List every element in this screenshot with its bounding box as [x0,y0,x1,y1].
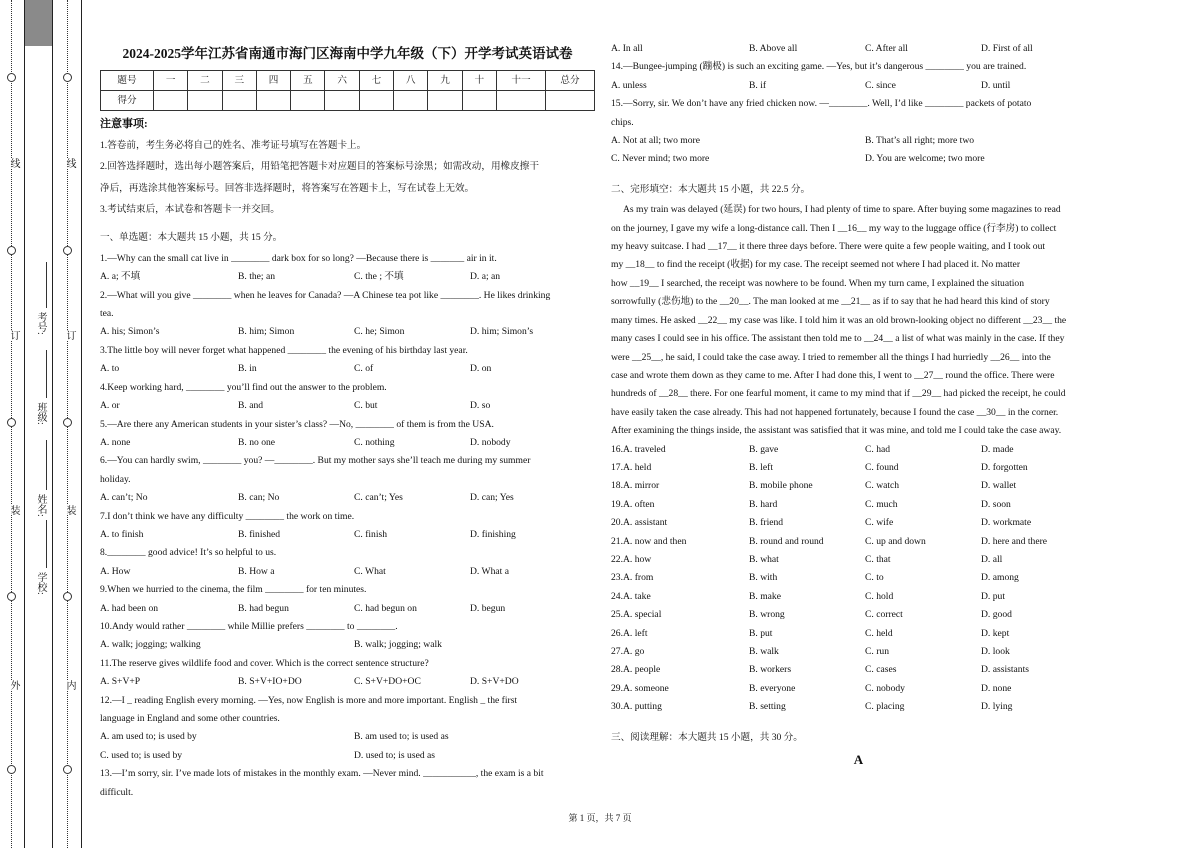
options-15a [611,132,1106,150]
options-13 [611,40,1106,58]
question-1: 1.—Why can the small cat live in ________ dark box for so long? —Because there is _______ air in it. [100,252,497,264]
option: B. with [749,572,778,584]
score-blank-cell [359,91,393,111]
question-5: 5.—Are there any American students in your sister’s class? —No, ________ of them is from the USA. [100,418,494,430]
cloze-options [611,441,1106,717]
score-blank-cell [291,91,325,111]
cloze-line: many times. He asked __22__ my case was like. I told him it was an old brown-looking object no different __23__ the [611,314,1067,326]
option: C. had [865,443,891,455]
option: B. no one [238,436,276,448]
option: D. a; an [470,271,501,283]
options-4 [100,397,595,415]
option: D. You are welcome; two more [865,153,985,165]
option: A. can’t; No [100,492,148,504]
option: C. can’t; Yes [354,492,403,504]
option: C. After all [865,43,908,54]
option: D. none [981,682,1012,694]
cloze-line: After examining the things inside, the assistant was satisfied that it was mine, and told me I could take the case away. [611,425,1062,437]
option: D. good [981,609,1012,621]
option: 16.A. traveled [611,443,666,455]
option: D. wallet [981,480,1017,492]
cloze-line: sorrowfully (悲伤地) to the __20__. The man looked at me __21__ as if to say that he had heard this kind of story [611,296,1050,308]
margin-circle [7,246,16,255]
question-6-cont: holiday. [100,473,131,485]
option: C. What [354,565,386,577]
score-blank-cell [154,91,188,111]
margin-circle [63,765,72,774]
question-8: 8.________ good advice! It’s so helpful to us. [100,547,277,559]
class-field-label: 班级: [35,402,46,425]
option: C. much [865,498,898,510]
option: B. mobile phone [749,480,813,492]
cloze-option-row [611,551,1106,569]
reading-part-label: A [853,752,864,768]
question-15: 15.—Sorry, sir. We don’t have any fried chicken now. —________. Well, I’d like ________ packets of potato [611,98,1032,110]
score-blank-cell [546,91,595,111]
margin-circle [63,592,72,601]
score-cell: 三 [222,71,256,91]
option: D. made [981,443,1014,455]
binding-margin [0,0,82,848]
option: B. wrong [749,609,785,621]
outer-label-wai: 外 [8,680,19,690]
options-9 [100,600,595,618]
inner-label-ding: 订 [64,330,75,340]
option: B. what [749,553,779,565]
option: B. round and round [749,535,824,547]
option: C. wife [865,517,894,529]
option: A. How [100,565,131,577]
option: B. had begun [238,602,289,614]
score-blank-cell [462,91,496,111]
question-3: 3.The little boy will never forget what happened ________ the evening of his birthday last year. [100,344,468,356]
option: D. What a [470,565,509,577]
question-9: 9.When we hurried to the cinema, the film ________ for ten minutes. [100,584,367,596]
option: D. among [981,572,1019,584]
options-1 [100,268,595,286]
options-2 [100,323,595,341]
option: D. soon [981,498,1011,510]
option: A. S+V+P [100,676,141,688]
option: 22.A. how [611,553,652,565]
option: D. begun [470,602,506,614]
question-10: 10.Andy would rather ________ while Millie prefers ________ to ________. [100,620,398,632]
option: C. held [865,627,893,639]
option: 28.A. people [611,664,661,676]
option: A. am used to; is used by [100,731,197,743]
question-13: 13.—I’m sorry, sir. I’ve made lots of mistakes in the monthly exam. —Never mind. ___________, the exam is a bit [100,768,544,780]
school-field-line [46,520,47,568]
school-field-label: 学校: [35,572,46,595]
cloze-option-row [611,459,1106,477]
question-15-cont: chips. [611,116,634,128]
option: C. finish [354,528,388,540]
option: B. How a [238,565,275,577]
option: B. friend [749,517,784,529]
options-5 [100,434,595,452]
score-table [100,70,595,111]
inner-label-xian: 线 [64,158,75,168]
cloze-passage [611,201,1106,440]
right-column [611,40,1106,769]
notice-item: 净后，再选涂其他答案标号。回答非选择题时，将答案写在答题卡上，写在试卷上无效。 [100,182,475,194]
option: 29.A. someone [611,682,669,694]
cloze-line: my heavy suitcase. I had __17__ it there three days before. There were quite a few people waiting, and I took out [611,241,1046,253]
option: B. hard [749,498,778,510]
notice-item: 1.答卷前，考生务必将自己的姓名、准考证号填写在答题卡上。 [100,139,367,151]
option: 20.A. assistant [611,517,668,529]
option: D. here and there [981,535,1048,547]
option: B. S+V+IO+DO [238,676,302,688]
option: A. to [100,363,120,375]
page-footer: 第 1 页，共 7 页 [568,813,632,823]
option: B. finished [238,528,281,540]
question-12: 12.—I _ reading English every morning. —Yes, now English is more and more important. English _ the first [100,694,518,706]
option: B. gave [749,443,779,455]
option: D. finishing [470,528,516,540]
option: C. of [354,363,374,375]
option: C. run [865,646,889,657]
option: D. on [470,363,492,375]
option: A. none [100,436,131,448]
question-11: 11.The reserve gives wildlife food and cover. Which is the correct sentence structure? [100,657,429,669]
option: 19.A. often [611,498,655,510]
option: D. workmate [981,517,1032,529]
option: A. to finish [100,528,144,540]
option: B. am used to; is used as [354,731,449,743]
notice-item: 3.考试结束后，本试卷和答题卡一并交回。 [100,204,280,216]
margin-circle [7,418,16,427]
score-blank-cell [188,91,222,111]
option: B. That’s all right; more two [865,135,975,147]
options-14 [611,77,1106,95]
option: D. until [981,79,1011,91]
options-8 [100,563,595,581]
inner-label-zhuang: 装 [64,505,75,515]
cloze-option-row [611,680,1106,698]
score-cell: 七 [359,71,393,91]
cloze-option-row [611,514,1106,532]
outer-label-xian: 线 [8,158,19,168]
question-4: 4.Keep working hard, ________ you’ll find out the answer to the problem. [100,381,387,393]
margin-circle [63,246,72,255]
notice-heading: 注意事项: [100,118,148,131]
cloze-line: have easily taken the case already. This had not happened fortunately, because I found the case __30__ in the corner. [611,406,1059,418]
option: C. since [865,79,896,91]
option: 23.A. from [611,572,654,584]
options-10 [100,636,595,654]
option: D. lying [981,701,1013,713]
cloze-line: on the journey, I gave my wife a long-distance call. Then I __16__ my way to the luggage office (行李房) to collect [611,222,1057,234]
options-12a [100,728,595,746]
score-blank-cell [394,91,428,111]
options-15b [611,150,1106,168]
outer-label-zhuang: 装 [8,505,19,515]
option: A. unless [611,79,647,91]
option: D. kept [981,627,1010,639]
notice-item: 2.回答选择题时，选出每小题答案后，用铅笔把答题卡对应题目的答案标号涂黑；如需改动，用橡皮擦干 [100,161,539,173]
option: C. but [354,400,378,412]
option: B. walk [749,646,779,657]
margin-border-left [24,0,25,848]
option: B. can; No [238,492,280,504]
score-cell: 总分 [546,71,595,91]
option: B. him; Simon [238,326,295,338]
score-cell: 四 [256,71,290,91]
option: B. make [749,590,781,602]
score-blank-cell [497,91,546,111]
cloze-line: many cases I could see in his office. The assistant then told me to __24__ a list of what was mainly in the case. If they [611,333,1065,345]
page-border-left [81,0,82,848]
score-cell: 二 [188,71,222,91]
cloze-line: case and wrote them down as they came to me. After I had done this, I went to __27__ round the office. There were [611,369,1055,381]
margin-circle [7,765,16,774]
option: B. setting [749,701,786,713]
cloze-option-row [611,588,1106,606]
option: B. Above all [749,43,798,54]
option: B. the; an [238,271,276,283]
option: D. look [981,646,1010,657]
option: A. a; 不填 [100,271,141,283]
score-cell: 十一 [497,71,546,91]
question-12-cont: language in England and some other countries. [100,713,280,724]
option: 27.A. go [611,646,645,657]
question-6: 6.—You can hardly swim, ________ you? —________. But my mother says she’ll teach me during my summer [100,455,531,467]
margin-gray-block [24,0,52,46]
cloze-option-row [611,533,1106,551]
section3-heading: 三、阅读理解：本大题共 15 小题，共 30 分。 [611,731,803,743]
option: A. had been on [100,602,159,614]
option: 30.A. putting [611,701,662,713]
options-6 [100,489,595,507]
margin-circle [63,418,72,427]
option: D. First of all [981,43,1033,54]
option: D. used to; is used as [354,749,436,761]
left-column [100,40,595,802]
options-12b [100,747,595,765]
option: C. found [865,461,899,473]
cloze-line: my __18__ to find the receipt (收据) for my case. The receipt seemed not where I had placed it. No matter [611,259,1021,271]
option: D. forgotten [981,461,1028,473]
option: B. left [749,461,773,473]
option: C. to [865,572,884,584]
score-table-header-row [101,71,595,91]
option: C. that [865,553,891,565]
option: B. everyone [749,682,796,694]
margin-circle [7,592,16,601]
option: B. and [238,400,264,412]
option: C. nobody [865,682,905,694]
option: D. so [470,400,491,412]
option: 17.A. held [611,461,652,473]
exam-number-field-label: 考号: [35,312,46,335]
score-table-score-row [101,91,595,111]
name-field-label: 姓名: [35,494,46,517]
option: C. nothing [354,436,395,448]
option: B. in [238,363,257,375]
score-cell: 十 [462,71,496,91]
margin-circle [63,73,72,82]
class-field-line [46,350,47,398]
option: A. walk; jogging; walking [100,639,201,651]
option: C. placing [865,701,905,713]
section1-heading: 一、单选题：本大题共 15 小题，共 15 分。 [100,232,283,244]
option: C. used to; is used by [100,749,183,761]
score-cell: 一 [154,71,188,91]
option: A. or [100,400,120,412]
name-field-line [46,440,47,490]
option: A. his; Simon’s [100,326,160,338]
option: D. assistants [981,664,1029,676]
question-13-cont: difficult. [100,786,134,798]
option: D. put [981,590,1005,602]
inner-label-nei: 内 [64,680,75,690]
option: C. the ; 不填 [354,271,404,283]
option: C. cases [865,664,897,676]
option: C. S+V+DO+OC [354,676,421,688]
section2-heading: 二、完形填空：本大题共 15 小题，共 22.5 分。 [611,183,811,195]
option: 25.A. special [611,609,662,621]
option: A. Not at all; two more [611,135,700,147]
option: B. put [749,627,773,639]
option: D. him; Simon’s [470,326,534,338]
options-3 [100,360,595,378]
score-cell: 五 [291,71,325,91]
exam-number-field-line [46,262,47,308]
score-blank-cell [428,91,462,111]
question-2-cont: tea. [100,308,114,320]
margin-border-right [52,0,53,848]
score-cell: 六 [325,71,359,91]
options-7 [100,526,595,544]
option: B. if [749,79,767,91]
option: C. he; Simon [354,326,405,338]
option: A. In all [611,43,643,54]
cloze-option-row [611,625,1106,643]
cloze-line: were __25__, he said, I could take the case away. I tried to remember all the things I had hurriedly __26__ into the [611,351,1051,363]
exam-title: 2024-2025学年江苏省南通市海门区海南中学九年级（下）开学考试英语试卷 [122,46,573,61]
cloze-line: how __19__ I searched, the receipt was nowhere to be found. When my turn came, I explained the situation [611,277,1025,289]
cloze-option-row [611,441,1106,459]
option: D. nobody [470,436,511,448]
cloze-option-row [611,569,1106,587]
option: B. walk; jogging; walk [354,639,442,651]
option: C. up and down [865,535,926,547]
option: D. can; Yes [470,492,514,504]
option: C. had begun on [354,602,417,614]
option: C. correct [865,609,903,621]
option: D. S+V+DO [470,676,519,688]
option: C. watch [865,480,900,492]
option: C. Never mind; two more [611,153,710,165]
cloze-option-row [611,496,1106,514]
score-cell: 八 [394,71,428,91]
cloze-option-row [611,661,1106,679]
cloze-option-row [611,606,1106,624]
options-11 [100,673,595,691]
outer-label-ding: 订 [8,330,19,340]
cloze-line: As my train was delayed (延误) for two hours, I had plenty of time to spare. After buying some magazines to read [623,204,1061,216]
score-blank-cell [325,91,359,111]
option: D. all [981,553,1003,565]
cloze-line: hundreds of __28__ there. For one fearful moment, it came to my mind that if __29__ had picked the receipt, he could [611,388,1066,400]
cloze-option-row [611,698,1106,716]
cloze-option-row [611,477,1106,495]
score-blank-cell [222,91,256,111]
option: 18.A. mirror [611,480,660,492]
question-14: 14.—Bungee-jumping (蹦极) is such an exciting game. —Yes, but it’s dangerous ________ you are trained. [611,61,1027,73]
margin-circle [7,73,16,82]
score-blank-cell [256,91,290,111]
option: 26.A. left [611,627,648,639]
score-cell: 得分 [101,91,154,111]
question-7: 7.I don’t think we have any difficulty ________ the work on time. [100,510,355,522]
option: 24.A. take [611,590,651,602]
option: 21.A. now and then [611,535,687,547]
option: B. workers [749,664,792,676]
score-cell: 题号 [101,71,154,91]
question-2: 2.—What will you give ________ when he leaves for Canada? —A Chinese tea pot like ________. He likes drinking [100,289,551,301]
option: C. hold [865,590,894,602]
score-cell: 九 [428,71,462,91]
cloze-option-row [611,643,1106,661]
